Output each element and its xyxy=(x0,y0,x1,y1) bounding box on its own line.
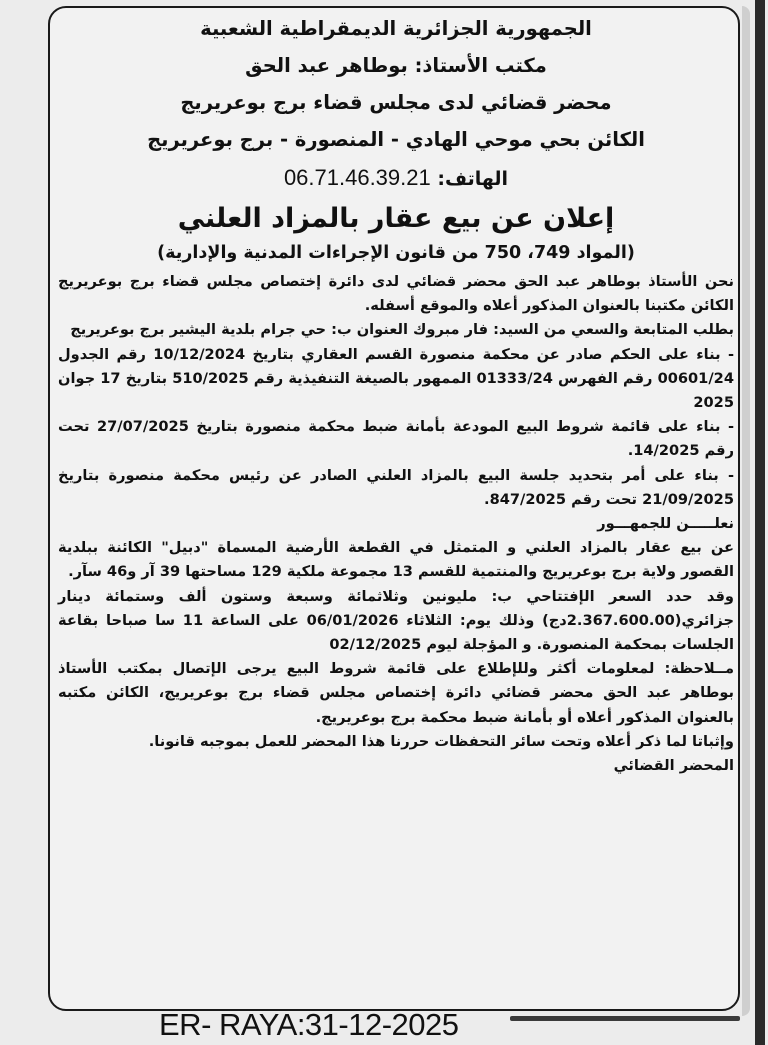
paragraph-conditions: - بناء على قائمة شروط البيع المودعة بأمانة ضبط محكمة منصورة بتاريخ 27/07/2025 تحت رقم 14/2025. xyxy=(58,418,735,460)
paragraph-announce: نعلـــــن للجمهـــور xyxy=(597,515,734,533)
paragraph-property: عن بيع عقار بالمزاد العلني و المتمثل في القطعة الأرضية المسماة "دبيل" الكائنة ببلدية القصور ولاية برج بوعريريج والمنتمية للقسم 13 مجموعة ملكية 129 مساحتها 39 آر و46 سآر. xyxy=(58,539,734,581)
header-republic: الجمهورية الجزائرية الديمقراطية الشعبية xyxy=(200,17,592,40)
header-office: مكتب الأستاذ: بوطاهر عبد الحق xyxy=(245,54,547,77)
frame-shadow xyxy=(742,6,750,1016)
newspaper-footer: ER- RAYA:31-12-2025 xyxy=(159,1007,459,1042)
paragraph-order: - بناء على أمر بتحديد جلسة البيع بالمزاد العلني الصادر عن رئيس محكمة منصورة بتاريخ 21/09/2025 تحت رقم 847/2025. xyxy=(58,466,734,508)
paragraph-note: مــلاحظة: لمعلومات أكثر وللإطلاع على قائمة شروط البيع يرجى الإتصال بمكتب الأستاذ بوطاهر عبد الحق محضر قضائي دائرة إختصاص مجلس قضاء برج بوعريريج، الكائن مكتبه بالعنوان المذكور أعلاه أو بأمانة ضبط محكمة برج بوعريريج. xyxy=(58,660,734,726)
paragraph-closing: وإثباتا لما ذكر أعلاه وتحت سائر التحفظات حررنا هذا المحضر للعمل بموجبه قانونا. xyxy=(148,732,734,750)
paragraph-judgment: - بناء على الحكم صادر عن محكمة منصورة القسم العقاري بتاريخ 10/12/2024 رقم الجدول 00601/24 رقم الفهرس 01333/24 الممهور بالصيغة التنفيذية رقم 510/2025 بتاريخ 17 جوان 2025 xyxy=(58,345,734,412)
phone-number: 06.71.46.39.21 xyxy=(283,165,431,190)
paragraph-price: وقد حدد السعر الإفتتاحي ب: مليونين وثلاثمائة وسبعة وستون ألف وستمائة دينار جزائري(2.367.600.00دج) وذلك يوم: الثلاثاء 06/01/2026 على الساعة 11 سا صباحا بقاعة الجلسات بمحكمة المنصورة. و المؤجلة ليوم 02/12/2025 xyxy=(58,587,734,654)
announcement-content xyxy=(58,10,734,778)
header-role: محضر قضائي لدى مجلس قضاء برج بوعريريج xyxy=(180,91,612,114)
paragraph-requester: بطلب المتابعة والسعي من السيد: فار مبروك العنوان ب: حي جرام بلدية اليشير برج بوعريريج xyxy=(70,321,734,339)
header-phone xyxy=(58,158,734,199)
phone-label: الهاتف: xyxy=(437,168,509,190)
header-address: الكائن بحي موحي الهادي - المنصورة - برج بوعريريج xyxy=(147,128,645,151)
paragraph-intro: نحن الأستاذ بوطاهر عبد الحق محضر قضائي لدى دائرة إختصاص مجلس قضاء برج بوعريريج الكائن مكتبنا بالعنوان المذكور أعلاه والموقع أسفله. xyxy=(58,273,734,315)
footer-bar xyxy=(510,1016,740,1021)
column-rule xyxy=(755,0,765,1045)
signature-label: المحضر القضائي xyxy=(613,757,734,775)
announcement-subtitle: (المواد 749، 750 من قانون الإجراءات المدنية والإدارية) xyxy=(157,243,635,263)
announcement-title: إعلان عن بيع عقار بالمزاد العلني xyxy=(177,203,615,234)
